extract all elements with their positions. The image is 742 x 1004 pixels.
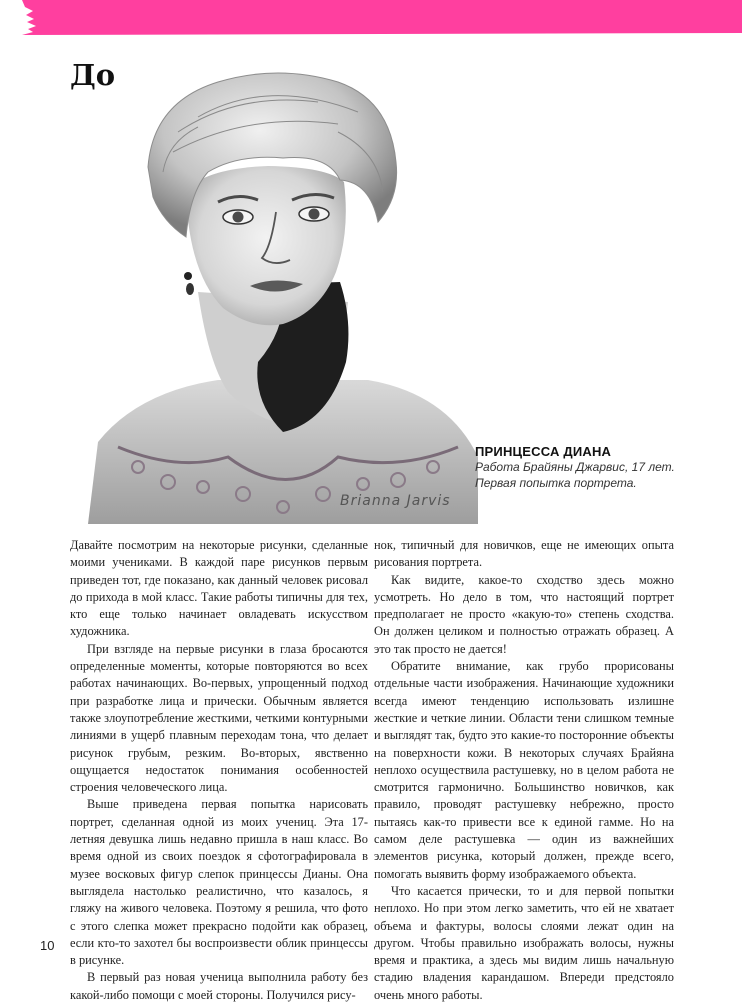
paragraph: Выше приведена первая попытка нарисовать портрет, сделанная одной из моих учениц. Эта 17-летняя девушка лишь недавно пришла в наш класс. Во время одной из своих поездок я сфотографировала в музее восковых фигур слепок принцессы Дианы. Она выглядела настолько реалистично, что казалось, я гляжу на живого человека. Поэтому я решила, что фото с этого слепка может прекрасно подойти как образец, если кто-то захотел бы воспроизвести облик принцессы в рисунке. [70, 797, 368, 968]
body-column-left [70, 537, 368, 1004]
portrait-drawing [78, 62, 482, 524]
artist-signature: Brianna Jarvis [340, 493, 451, 509]
paragraph: Давайте посмотрим на некоторые рисунки, сделанные моими учениками. В каждой паре рисунков первым приведен тот, где показано, как данный человек рисовал до прихода в мой класс. Такие работы типичны для тех, кто еще только начинает овладевать искусством художника. [70, 538, 368, 639]
paragraph: Как видите, какое-то сходство здесь можно усмотреть. Но дело в том, что настоящий портрет предполагает не просто «какую-то» степень сходства. Он должен целиком и полностью отражать образец. А это так просто не дается! [374, 572, 674, 656]
paragraph: Обратите внимание, как грубо прорисованы отдельные части изображения. Начинающие художники всегда имеют тенденцию использовать излишне жесткие и четкие линии. Области тени слишком темные и выглядят так, будто это какие-то посторонние объекты на поверхности кожи. В некоторых случаях Брайяна неплохо осуществила растушевку, но в целом работа не смотрится гармонично. Большинство новичков, как правило, проводят растушевку небрежно, просто пытаясь как-то привести все к единой гамме. Но на самом деле растушевка — один из важнейших элементов рисунка, который должен, прежде всего, помогать выявить форму изображаемого объекта. [374, 659, 674, 881]
caption-note: Первая попытка портрета. [475, 476, 637, 490]
body-column-right [374, 537, 674, 1004]
paragraph: При взгляде на первые рисунки в глаза бросаются определенные моменты, которые повторяются во всех работах начинающих. Во-первых, упрощенный подход при разработке лица и прически. Обычным является также злоупотребление жесткими, четкими контурными линиями в ущерб плавным переходам тона, что делает рисунок грубым, резким. Во-вторых, явственно ощущается недостаток понимания особенностей строения человеческого лица. [70, 641, 368, 795]
paragraph: В первый раз новая ученица выполнила работу без какой-либо помощи с моей стороны. Получился рису- [70, 970, 368, 1002]
section-title: До [70, 58, 116, 92]
caption-title: ПРИНЦЕССА ДИАНА [475, 444, 612, 459]
page-number: 10 [40, 938, 55, 953]
caption-author: Работа Брайяны Джарвис, 17 лет. [475, 460, 675, 474]
paragraph: нок, типичный для новичков, еще не имеющих опыта рисования портрета. [374, 538, 674, 570]
paragraph: Что касается прически, то и для первой попытки неплохо. Но при этом легко заметить, что ей не хватает объема и фактуры, волосы слоями лежат один на другом. Чтобы правильно изображать волосы, нужны время и практика, а здесь мы видим лишь начальную стадию владения карандашом. Впереди предстояло очень много работы. [374, 883, 674, 1002]
figure-caption [475, 444, 675, 491]
pink-header-band [0, 0, 742, 60]
